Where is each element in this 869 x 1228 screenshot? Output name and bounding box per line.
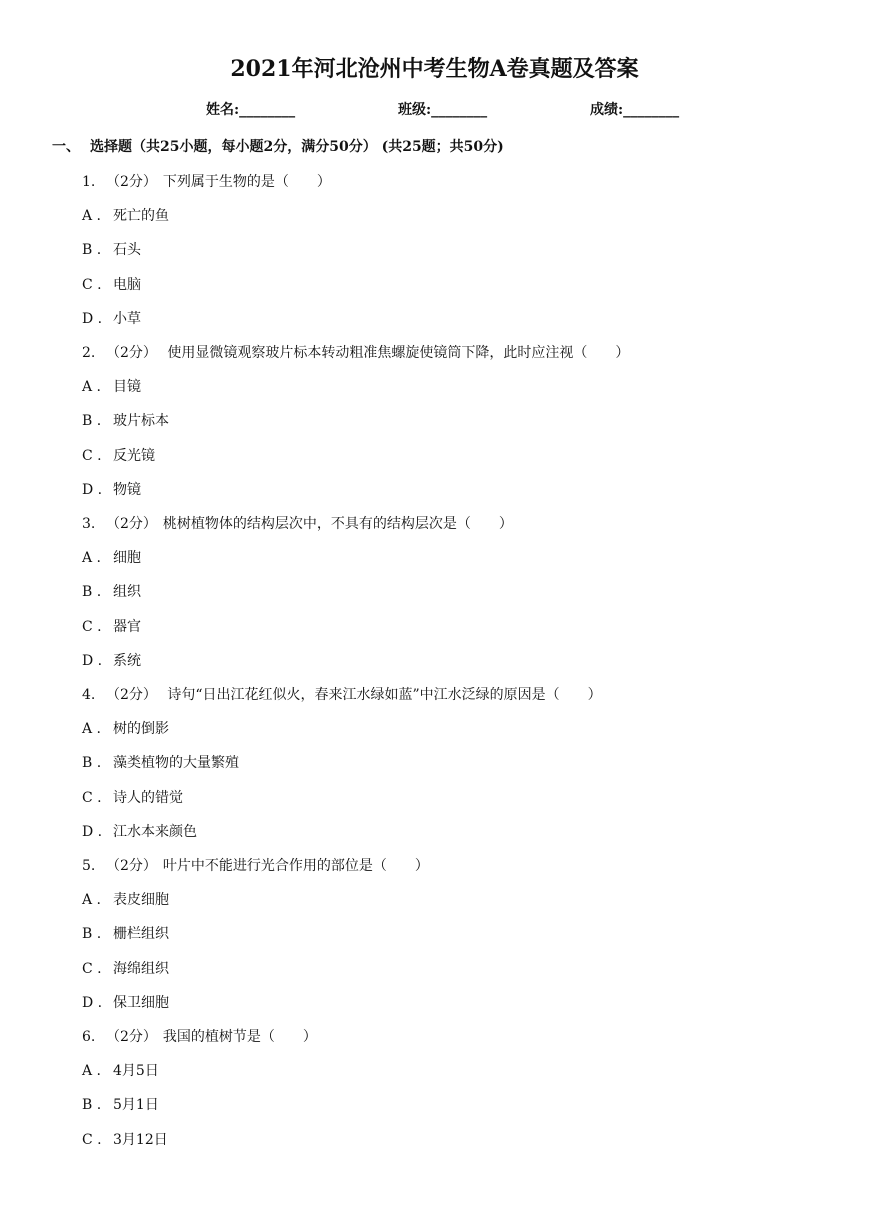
option-text: 细胞 [113,550,141,567]
question-text: 诗句“日出江花红似火，春来江水绿如蓝”中江水泛绿的原因是（ ） [162,687,602,703]
option-text: 反光镜 [113,447,155,464]
option-3-d [82,650,141,670]
question-score: （2分） [106,687,157,703]
option-text: 小草 [113,310,141,327]
score-field-label: 成绩:________ [590,102,680,118]
question-number: 3. [82,516,96,532]
option-letter: B . [82,755,102,772]
option-text: 保卫细胞 [113,994,169,1011]
option-text: 藻类植物的大量繁殖 [113,755,239,772]
question-2 [82,342,629,362]
question-6 [82,1026,317,1046]
option-letter: C . [82,447,102,464]
option-letter: C . [82,960,102,977]
option-6-a [82,1060,159,1080]
question-text: 我国的植树节是（ ） [162,1029,317,1045]
question-text: 叶片中不能进行光合作用的部位是（ ） [162,858,429,874]
question-score: （2分） [106,516,157,532]
question-5 [82,855,429,875]
option-4-a [82,718,169,738]
option-text: 表皮细胞 [113,892,169,909]
option-letter: A . [82,550,102,567]
option-2-a [82,376,141,396]
option-1-d [82,308,141,328]
option-1-a [82,205,169,225]
question-text: 下列属于生物的是（ ） [162,174,331,190]
option-text: 玻片标本 [113,413,169,430]
option-text: 江水本来颜色 [113,823,197,840]
option-1-b [82,239,141,259]
option-1-c [82,274,141,294]
option-text: 4月5日 [113,1063,159,1080]
option-4-d [82,821,197,841]
option-letter: A . [82,1063,102,1080]
option-text: 石头 [113,242,141,259]
option-2-c [82,445,155,465]
option-text: 栅栏组织 [113,926,169,943]
option-3-a [82,547,141,567]
option-text: 电脑 [113,276,141,293]
option-text: 5月1日 [113,1097,159,1114]
question-4 [82,684,602,704]
option-text: 目镜 [113,379,141,396]
option-6-c [82,1129,168,1149]
option-letter: D . [82,310,103,327]
option-text: 系统 [113,652,141,669]
option-letter: B . [82,413,102,430]
option-letter: C . [82,789,102,806]
option-6-b [82,1094,159,1114]
option-text: 海绵组织 [113,960,169,977]
question-3 [82,513,513,533]
option-2-b [82,410,169,430]
option-text: 3月12日 [113,1131,168,1148]
option-5-d [82,992,169,1012]
option-4-c [82,787,183,807]
option-letter: C . [82,1131,102,1148]
class-field-label: 班级:________ [398,102,488,118]
option-letter: B . [82,1097,102,1114]
option-text: 死亡的鱼 [113,208,169,225]
page-title: 2021年河北沧州中考生物A卷真题及答案 [230,56,639,82]
question-text: 使用显微镜观察玻片标本转动粗准焦螺旋使镜筒下降，此时应注视（ ） [162,345,630,361]
question-score: （2分） [106,858,157,874]
question-number: 2. [82,345,96,361]
option-letter: C . [82,618,102,635]
option-letter: A . [82,208,102,225]
option-5-b [82,923,169,943]
section-text: 选择题（共25小题，每小题2分，满分50分） (共25题；共50分) [90,139,504,155]
option-letter: A . [82,379,102,396]
option-letter: A . [82,892,102,909]
option-letter: B . [82,926,102,943]
option-text: 诗人的错觉 [113,789,183,806]
question-number: 6. [82,1029,96,1045]
option-5-a [82,889,169,909]
question-number: 5. [82,858,96,874]
option-letter: B . [82,584,102,601]
option-3-c [82,616,141,636]
option-letter: D . [82,652,103,669]
question-text: 桃树植物体的结构层次中，不具有的结构层次是（ ） [162,516,513,532]
question-score: （2分） [106,174,157,190]
question-number: 1. [82,174,96,190]
option-3-b [82,581,141,601]
question-score: （2分） [106,345,157,361]
name-field-label: 姓名:________ [206,102,296,118]
option-5-c [82,958,169,978]
question-score: （2分） [106,1029,157,1045]
option-text: 器官 [113,618,141,635]
option-2-d [82,479,141,499]
option-4-b [82,752,239,772]
option-letter: A . [82,721,102,738]
option-text: 树的倒影 [113,721,169,738]
option-letter: B . [82,242,102,259]
option-letter: C . [82,276,102,293]
option-letter: D . [82,481,103,498]
option-text: 物镜 [113,481,141,498]
question-number: 4. [82,687,96,703]
option-text: 组织 [113,584,141,601]
section-heading [52,136,504,156]
section-number: 一、 [52,139,80,155]
question-1 [82,171,331,191]
option-letter: D . [82,823,103,840]
option-letter: D . [82,994,103,1011]
